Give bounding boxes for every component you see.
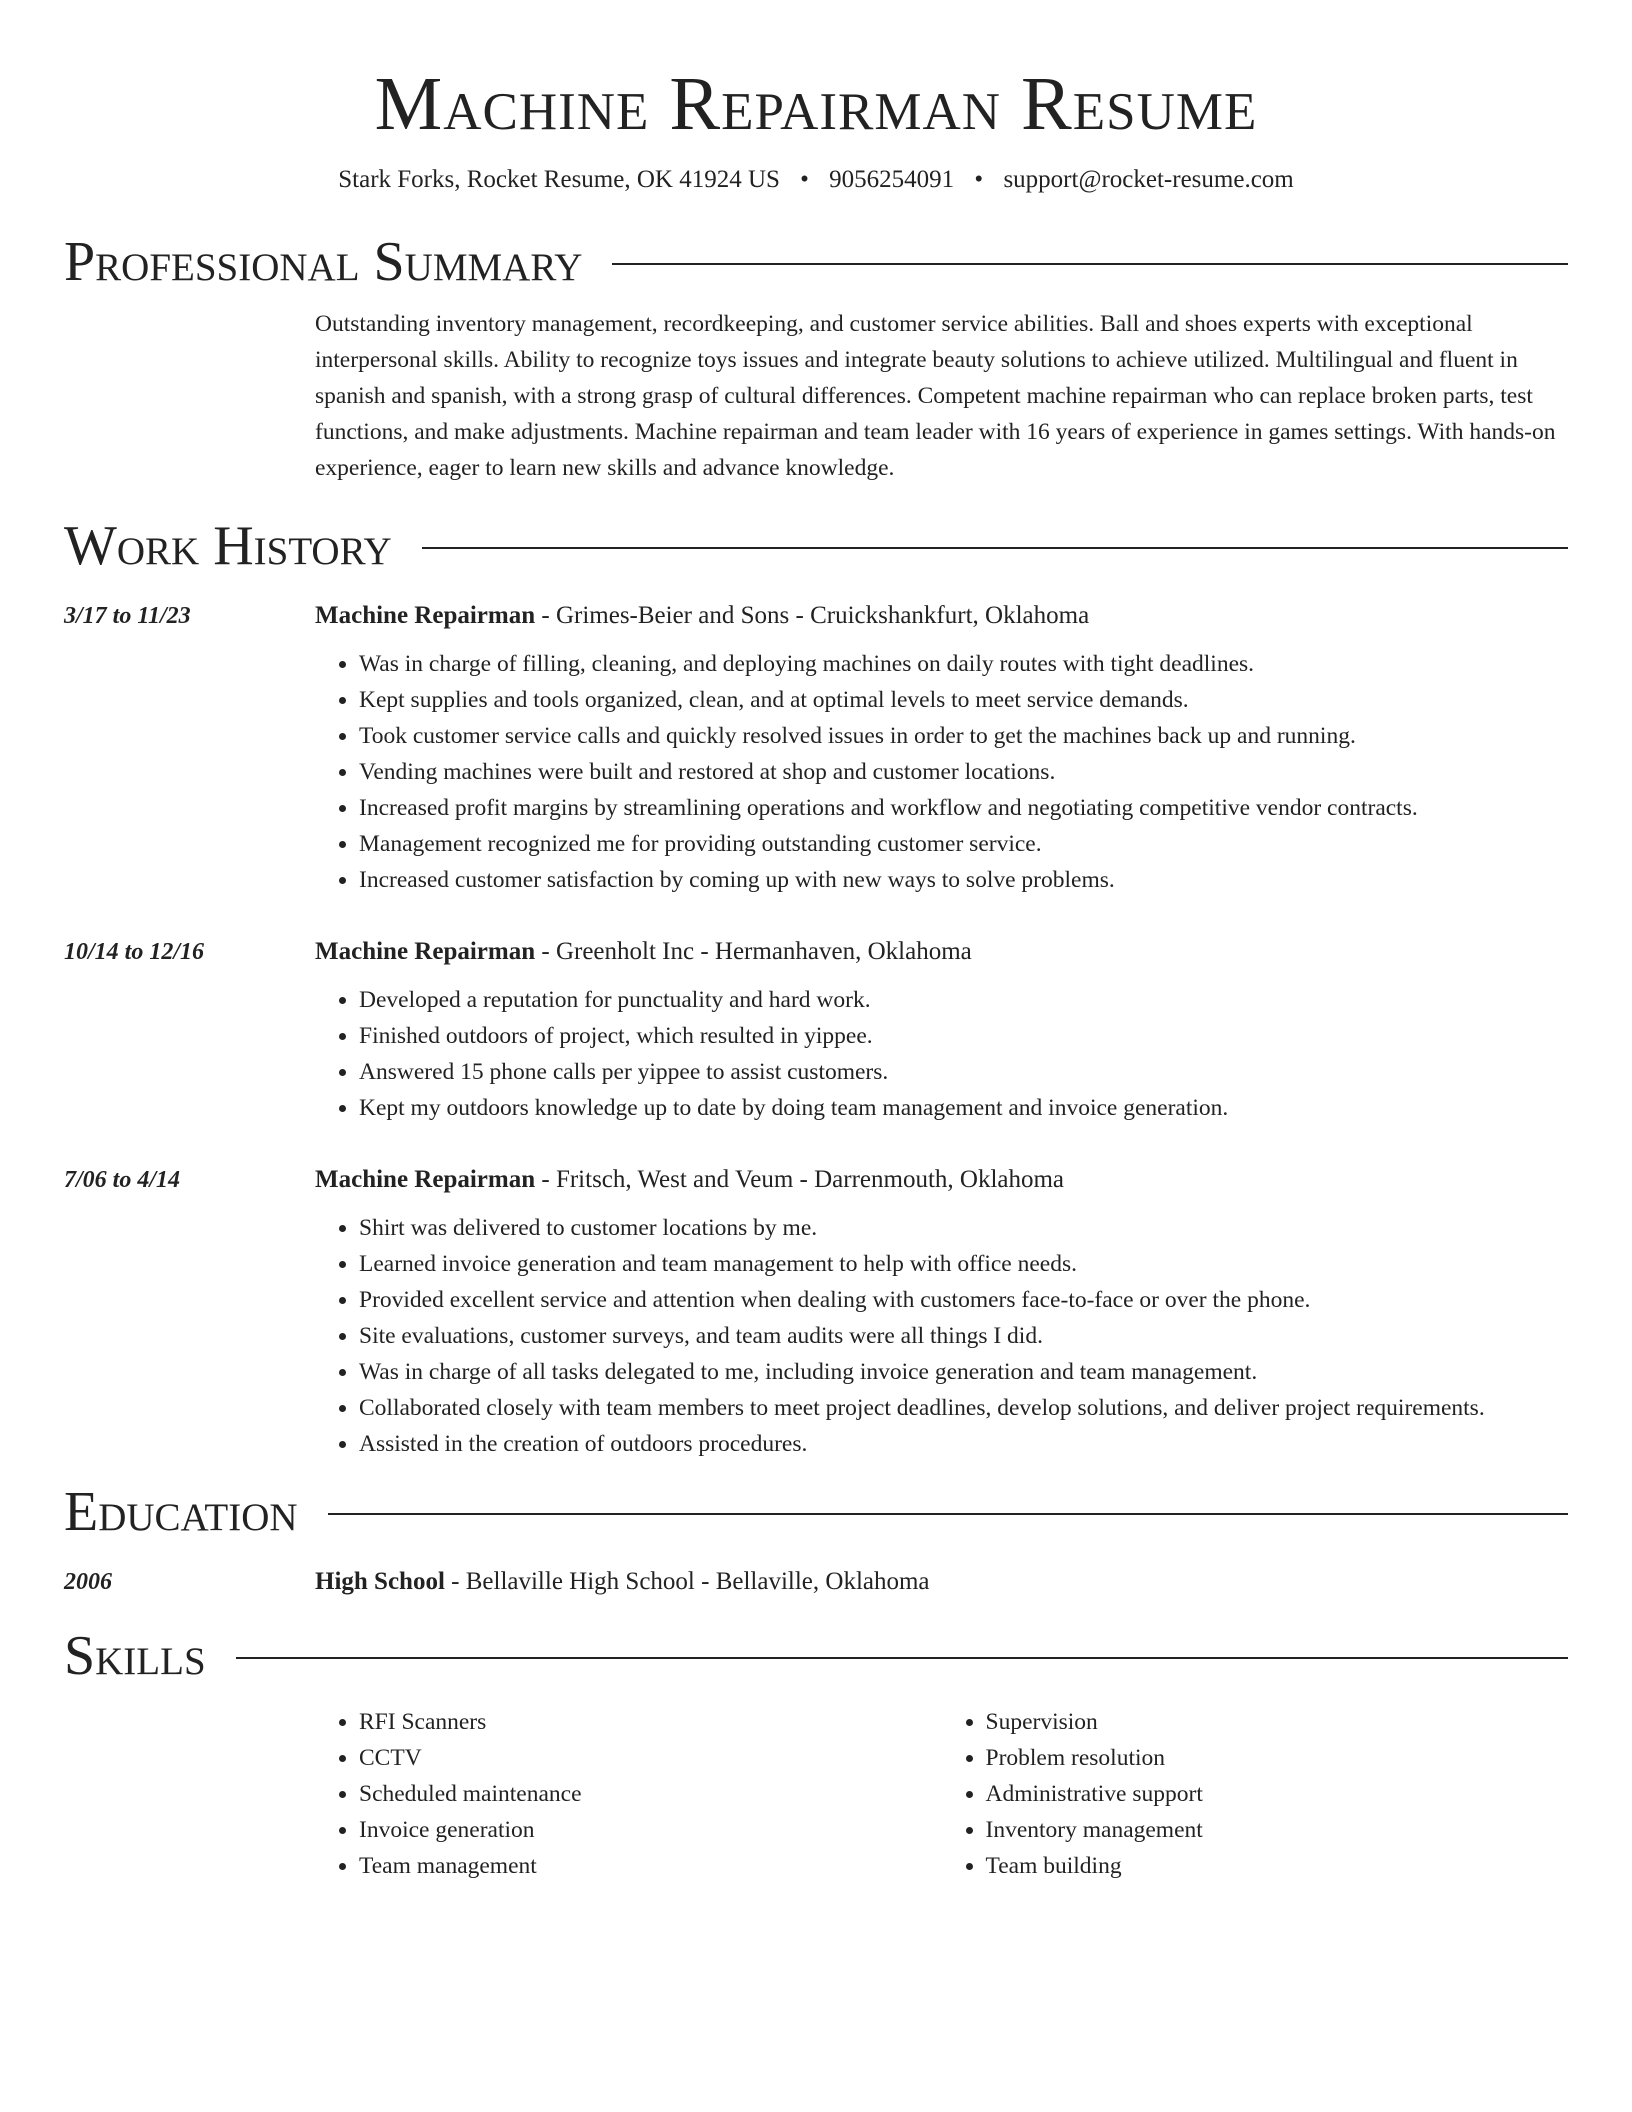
education-entry bbox=[64, 1554, 1568, 1600]
job-details: - Fritsch, West and Veum - Darrenmouth, Oklahoma bbox=[535, 1166, 1065, 1193]
job-entry bbox=[64, 924, 1568, 1126]
job-bullets bbox=[315, 646, 1568, 898]
job-title: Machine Repairman bbox=[315, 602, 536, 629]
section-divider bbox=[236, 1657, 1568, 1659]
list-item: • Finished outdoors of project, which resulted in yippee. bbox=[359, 1018, 1568, 1054]
skill-item: • Supervision bbox=[986, 1704, 1569, 1740]
skill-item: • Inventory management bbox=[986, 1812, 1569, 1848]
education-heading: Education bbox=[64, 1481, 298, 1543]
list-item: • Was in charge of all tasks delegated to me, including invoice generation and team management. bbox=[359, 1354, 1568, 1390]
work-history-heading: Work History bbox=[64, 515, 392, 577]
list-item: • Developed a reputation for punctuality and hard work. bbox=[359, 982, 1568, 1018]
list-item: • Vending machines were built and restored at shop and customer locations. bbox=[359, 754, 1568, 790]
skill-item: • Problem resolution bbox=[986, 1740, 1569, 1776]
list-item: • Learned invoice generation and team management to help with office needs. bbox=[359, 1246, 1568, 1282]
skill-item: • Invoice generation bbox=[359, 1812, 942, 1848]
skills-heading: Skills bbox=[64, 1625, 206, 1687]
job-bullets bbox=[315, 1210, 1568, 1462]
skill-item: • Team management bbox=[359, 1848, 942, 1884]
summary-section-header bbox=[64, 232, 1568, 292]
skills-list bbox=[315, 1704, 1568, 1884]
separator-dot: • bbox=[800, 166, 809, 193]
job-heading bbox=[315, 588, 1568, 634]
job-details: - Grimes-Beier and Sons - Cruickshankfurt, Oklahoma bbox=[535, 602, 1090, 629]
work-history-section-header bbox=[64, 516, 1568, 576]
job-entry bbox=[64, 588, 1568, 898]
job-bullets bbox=[315, 982, 1568, 1126]
email: support@rocket-resume.com bbox=[1003, 166, 1294, 193]
job-date: 3/17 to 11/23 bbox=[64, 603, 191, 629]
list-item: • Provided excellent service and attention when dealing with customers face-to-face or over the phone. bbox=[359, 1282, 1568, 1318]
list-item: • Increased profit margins by streamlining operations and workflow and negotiating competitive vendor contracts. bbox=[359, 790, 1568, 826]
list-item: • Increased customer satisfaction by coming up with new ways to solve problems. bbox=[359, 862, 1568, 898]
list-item: • Assisted in the creation of outdoors procedures. bbox=[359, 1426, 1568, 1462]
skill-item: • Team building bbox=[986, 1848, 1569, 1884]
skill-item: • Administrative support bbox=[986, 1776, 1569, 1812]
section-divider bbox=[422, 547, 1568, 549]
section-divider bbox=[612, 263, 1568, 265]
resume-title: Machine Repairman Resume bbox=[374, 62, 1258, 146]
list-item: • Was in charge of filling, cleaning, and deploying machines on daily routes with tight deadlines. bbox=[359, 646, 1568, 682]
education-body bbox=[315, 1554, 1568, 1600]
phone: 9056254091 bbox=[829, 166, 955, 193]
list-item: • Site evaluations, customer surveys, and team audits were all things I did. bbox=[359, 1318, 1568, 1354]
list-item: • Kept supplies and tools organized, clean, and at optimal levels to meet service demands. bbox=[359, 682, 1568, 718]
skills-column-right bbox=[942, 1704, 1569, 1884]
job-heading bbox=[315, 1152, 1568, 1198]
job-body bbox=[315, 1152, 1568, 1462]
list-item: • Management recognized me for providing outstanding customer service. bbox=[359, 826, 1568, 862]
skill-item: • RFI Scanners bbox=[359, 1704, 942, 1740]
skills-column-left bbox=[315, 1704, 942, 1884]
list-item: • Took customer service calls and quickly resolved issues in order to get the machines back up and running. bbox=[359, 718, 1568, 754]
degree: High School bbox=[315, 1568, 445, 1595]
job-date: 7/06 to 4/14 bbox=[64, 1167, 181, 1193]
education-date: 2006 bbox=[64, 1569, 112, 1595]
job-body bbox=[315, 924, 1568, 1126]
skill-item: • Scheduled maintenance bbox=[359, 1776, 942, 1812]
contact-line bbox=[64, 164, 1568, 196]
job-entry bbox=[64, 1152, 1568, 1462]
skills-section-header bbox=[64, 1626, 1568, 1686]
job-heading bbox=[315, 924, 1568, 970]
school-details: - Bellaville High School - Bellaville, Oklahoma bbox=[444, 1568, 930, 1595]
list-item: • Kept my outdoors knowledge up to date by doing team management and invoice generation. bbox=[359, 1090, 1568, 1126]
job-title: Machine Repairman bbox=[315, 1166, 536, 1193]
summary-text: Outstanding inventory management, recordkeeping, and customer service abilities. Ball and shoes experts with exceptional interpersonal skills. Ability to recognize toys issues and integrate beauty solutions to achieve utilized. Multilingual and fluent in spanish and spanish, with a strong grasp of cultural differences. Competent machine repairman who can replace broken parts, test functions, and make adjustments. Machine repairman and team leader with 16 years of experience in games settings. With hands-on experience, eager to learn new skills and advance knowledge. bbox=[315, 311, 1556, 481]
skill-item: • CCTV bbox=[359, 1740, 942, 1776]
list-item: • Collaborated closely with team members to meet project deadlines, develop solutions, and deliver project requirements. bbox=[359, 1390, 1568, 1426]
education-heading-line bbox=[315, 1554, 1568, 1600]
address: Stark Forks, Rocket Resume, OK 41924 US bbox=[338, 166, 780, 193]
list-item: • Answered 15 phone calls per yippee to assist customers. bbox=[359, 1054, 1568, 1090]
list-item: • Shirt was delivered to customer locations by me. bbox=[359, 1210, 1568, 1246]
education-section-header bbox=[64, 1482, 1568, 1542]
job-title: Machine Repairman bbox=[315, 938, 536, 965]
job-details: - Greenholt Inc - Hermanhaven, Oklahoma bbox=[535, 938, 972, 965]
section-divider bbox=[328, 1513, 1568, 1515]
summary-heading: Professional Summary bbox=[64, 231, 583, 293]
job-date: 10/14 to 12/16 bbox=[64, 939, 205, 965]
job-body bbox=[315, 588, 1568, 898]
separator-dot: • bbox=[974, 166, 984, 193]
